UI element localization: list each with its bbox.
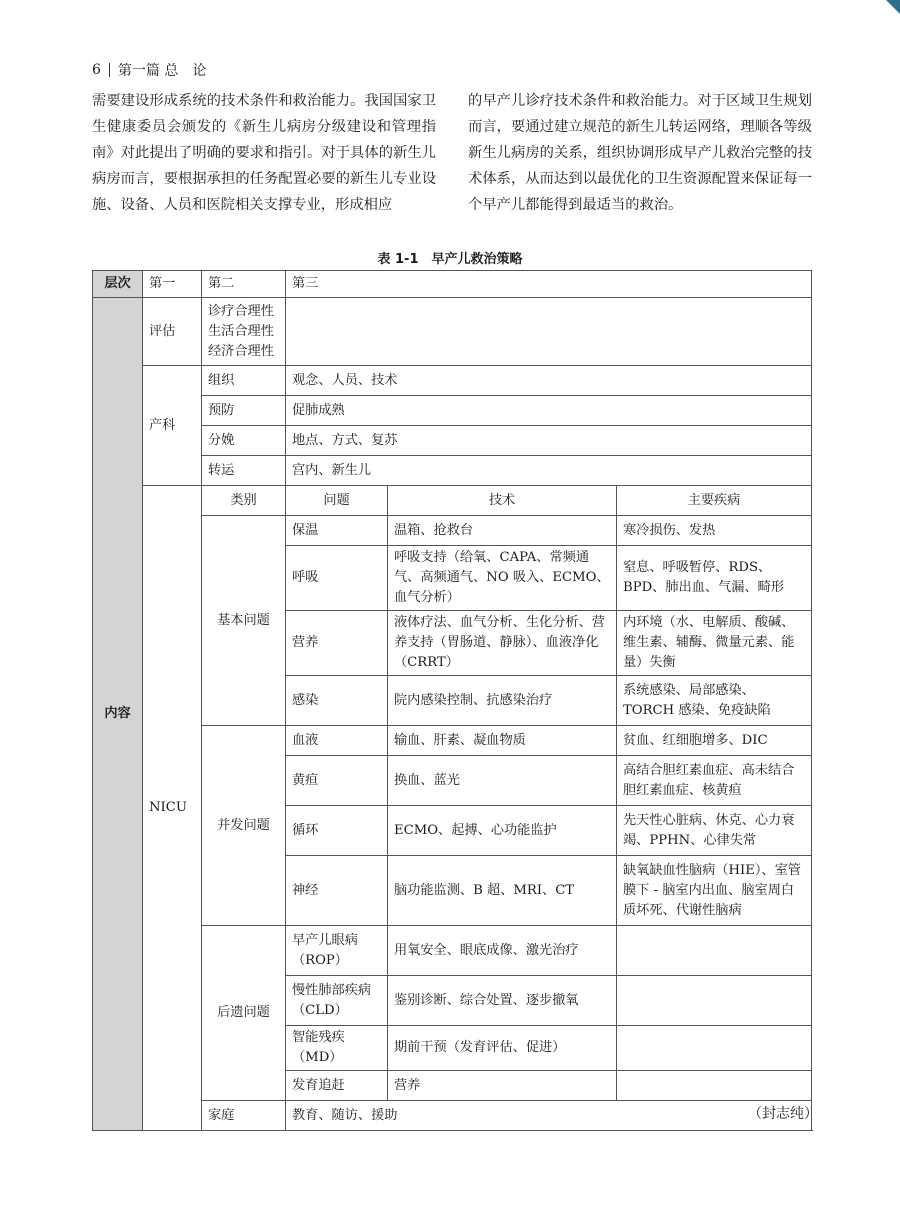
complication-label: 并发问题	[202, 726, 286, 926]
basic-label: 基本问题	[202, 516, 286, 726]
header-second: 第二	[202, 271, 286, 298]
page-header	[92, 60, 206, 80]
list-item: 经济合理性	[208, 343, 274, 359]
table-row: 后遗问题 早产儿眼病（ROP） 用氧安全、眼底成像、激光治疗	[93, 926, 812, 976]
author-credit: （封志纯）	[748, 1106, 818, 1122]
table-row: 呼吸 呼吸支持（给氧、CAPA、常频通气、高频通气、NO 吸入、ECMO、血气分析） 窒息、呼吸暂停、RDS、BPD、肺出血、气漏、畸形	[93, 546, 812, 611]
corner-decoration	[886, 0, 900, 14]
list-item: 诊疗合理性	[208, 303, 274, 319]
table-row: 营养 液体疗法、血气分析、生化分析、营养支持（胃肠道、静脉）、血液净化（CRRT） 内环境（水、电解质、酸碱、维生素、辅酶、微量元素、能量）失衡	[93, 611, 812, 676]
list-item: 生活合理性	[208, 323, 274, 339]
table-row: 转运 宫内、新生儿	[93, 456, 812, 486]
table-row: 产科 组织 观念、人员、技术	[93, 366, 812, 396]
intro-paragraph-left: 需要建设形成系统的技术条件和救治能力。我国国家卫生健康委员会颁发的《新生儿病房分级建设和管理指南》对此提出了明确的要求和指引。对于具体的新生儿病房而言，要根据承担的任务配置必要的新生儿专业设施、设备、人员和医院相关支撑专业，形成相应	[92, 93, 436, 213]
table-row: 循环 ECMO、起搏、心功能监护 先天性心脏病、休克、心力衰竭、PPHN、心律失常	[93, 806, 812, 856]
table-row: 并发问题 血液 输血、肝素、凝血物质 贫血、红细胞增多、DIC	[93, 726, 812, 756]
table-row: 基本问题 保温 温箱、抢救台 寒冷损伤、发热	[93, 516, 812, 546]
table-row: 智能残疾（MD） 期前干预（发育评估、促进）	[93, 1026, 812, 1071]
header-first: 第一	[143, 271, 202, 298]
header-level: 层次	[93, 271, 143, 298]
evaluation-items	[202, 298, 286, 366]
sequela-label: 后遗问题	[202, 926, 286, 1101]
table-row: 预防 促肺成熟	[93, 396, 812, 426]
section-title: 第一篇 总 论	[117, 63, 207, 79]
table-row: 分娩 地点、方式、复苏	[93, 426, 812, 456]
table-row: 黄疸 换血、蓝光 高结合胆红素血症、高未结合胆红素血症、核黄疸	[93, 756, 812, 806]
table-row	[93, 298, 812, 366]
table-row: 神经 脑功能监测、B 超、MRI、CT 缺氧缺血性脑病（HIE）、室管膜下 - 脑室内出血、脑室周白质坏死、代谢性脑病	[93, 856, 812, 926]
content-label: 内容	[93, 298, 143, 1131]
nicu-label: NICU	[143, 486, 202, 1131]
page-number: 6	[92, 63, 110, 77]
evaluation-label: 评估	[143, 298, 202, 366]
obstetrics-label: 产科	[143, 366, 202, 486]
table-row: 感染 院内感染控制、抗感染治疗 系统感染、局部感染、TORCH 感染、免疫缺陷	[93, 676, 812, 726]
table-caption: 表 1-1 早产儿救治策略	[377, 252, 523, 267]
table-header-row	[93, 271, 812, 298]
family-value: 教育、随访、援助	[286, 1101, 812, 1131]
family-label: 家庭	[202, 1101, 286, 1131]
table-row: 发育追赶 营养	[93, 1071, 812, 1101]
header-third: 第三	[286, 271, 812, 298]
table-row: 慢性肺部疾病（CLD） 鉴别诊断、综合处置、逐步撤氧	[93, 976, 812, 1026]
nicu-subheader-row: NICU 类别 问题 技术 主要疾病	[93, 486, 812, 516]
intro-paragraph-right: 的早产儿诊疗技术条件和救治能力。对于区域卫生规划而言，要通过建立规范的新生儿转运网络，理顺各等级新生儿病房的关系，组织协调形成早产儿救治完整的技术体系，从而达到以最优化的卫生资源配置来保证每一个早产儿都能得到最适当的救治。	[468, 93, 812, 213]
strategy-table	[92, 270, 812, 1131]
